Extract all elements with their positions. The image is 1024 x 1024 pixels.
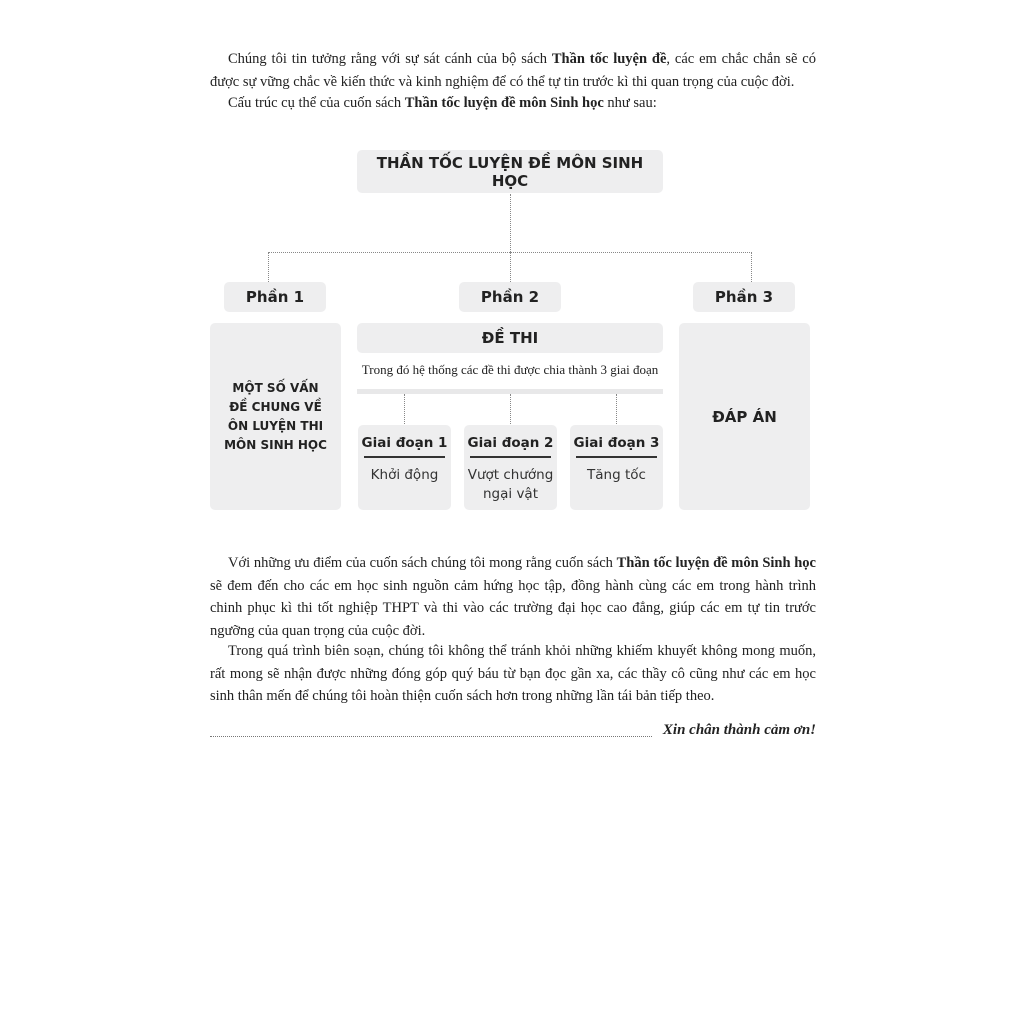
stage-1-card: [358, 425, 451, 510]
connector: [751, 252, 752, 282]
stage-1-title: Giai đoạn 1: [361, 435, 448, 451]
stage-2-name: Vượt chướng ngại vật: [467, 466, 554, 502]
book-title-bold: Thần tốc luyện đề môn Sinh học: [616, 555, 816, 571]
connector: [510, 194, 511, 252]
stage-3-card: [570, 425, 663, 510]
stage-2-title: Giai đoạn 2: [467, 435, 554, 451]
text: Chúng tôi tin tưởng rằng với sự sát cánh của bộ sách: [228, 51, 552, 67]
part-3-label: Phần 3: [693, 282, 795, 312]
connector: [510, 394, 511, 424]
dotted-leader: [210, 736, 652, 737]
part-2-content-title: ĐỀ THI: [357, 323, 663, 353]
connector: [268, 252, 269, 282]
text: Cấu trúc cụ thể của cuốn sách: [228, 95, 405, 111]
connector: [510, 252, 511, 282]
connector: [404, 394, 405, 424]
intro-paragraph-1: [210, 48, 816, 93]
divider: [470, 456, 551, 458]
part-2-note: Trong đó hệ thống các đề thi được chia thành 3 giai đoạn: [361, 362, 659, 377]
part-1-label: Phần 1: [224, 282, 326, 312]
text: sẽ đem đến cho các em học sinh nguồn cảm hứng học tập, đồng hành cùng các em trong hành trình chinh phục kì thi tốt nghiệp THPT và thi vào các trường đại học cao đẳng, giúp các em tự tin trước ngưỡng của quan trọng của cuộc đời.: [210, 577, 816, 639]
outro-paragraph-1: [210, 552, 816, 642]
text: Với những ưu điểm của cuốn sách chúng tôi mong rằng cuốn sách: [228, 555, 617, 571]
connector: [616, 394, 617, 424]
divider: [576, 456, 657, 458]
book-title-bold: Thần tốc luyện đề: [551, 51, 667, 67]
stage-1-name: Khởi động: [370, 466, 439, 483]
diagram-title: THẦN TỐC LUYỆN ĐỀ MÔN SINH HỌC: [357, 150, 663, 193]
part-1-content: MỘT SỐ VẤN ĐỀ CHUNG VỀ ÔN LUYỆN THI MÔN SINH HỌC: [210, 323, 341, 510]
text: , các em chắc chắn sẽ có được sự vững chắc về kiến thức và kinh nghiệm để có thể tự tin trước kì thi quan trọng của cuộc đời.: [210, 51, 816, 90]
outro-paragraph-2: Trong quá trình biên soạn, chúng tôi không thể tránh khỏi những khiếm khuyết không mong muốn, rất mong sẽ nhận được những đóng góp quý báu từ bạn đọc gần xa, các thầy cô cũng như các em học sinh thân mến để chúng tôi hoàn thiện cuốn sách hơn trong những lần tái bản tiếp theo.: [210, 643, 816, 704]
stage-2-card: [464, 425, 557, 510]
intro-paragraph-2: [210, 92, 816, 115]
book-title-bold: Thần tốc luyện đề môn Sinh học: [404, 95, 604, 111]
text: như sau:: [603, 95, 657, 111]
divider: [364, 456, 445, 458]
part-2-label: Phần 2: [459, 282, 561, 312]
stage-3-title: Giai đoạn 3: [573, 435, 660, 451]
stage-3-name: Tăng tốc: [587, 466, 646, 483]
thanks-note: Xin chân thành cảm ơn!: [662, 722, 816, 738]
part-3-content: ĐÁP ÁN: [679, 323, 810, 510]
